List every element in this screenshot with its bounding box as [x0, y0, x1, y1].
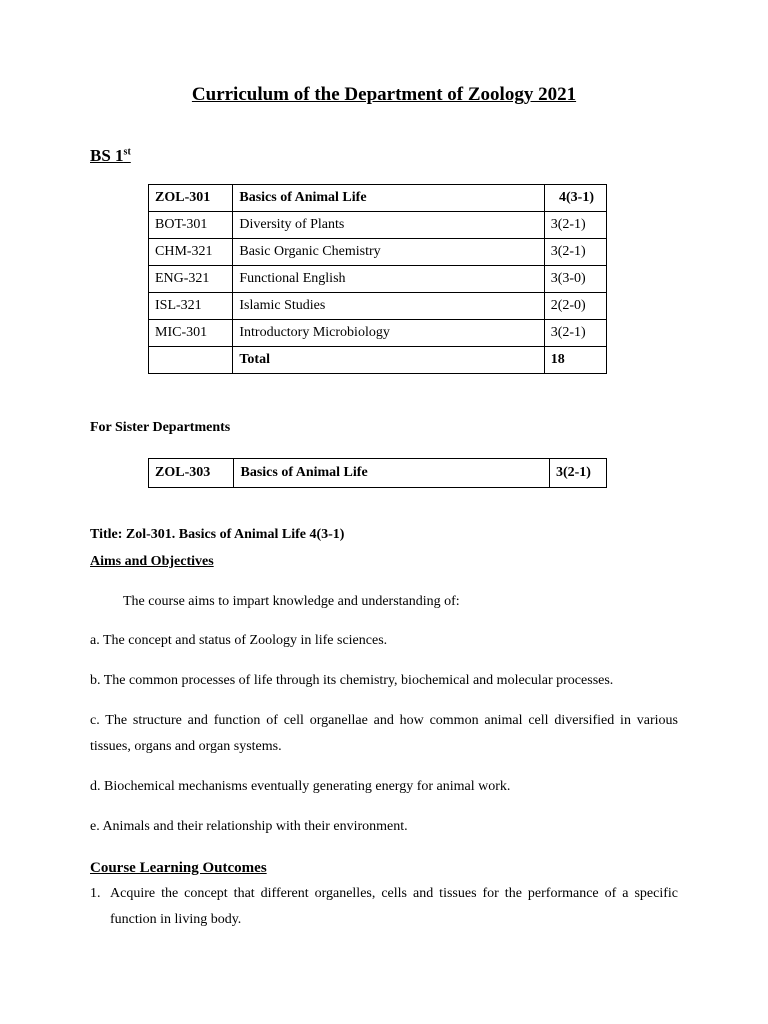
- course-name-cell: Introductory Microbiology: [233, 320, 544, 347]
- table-total-row: [149, 347, 607, 374]
- aims-heading: Aims and Objectives: [90, 554, 214, 569]
- clo-number: 1.: [90, 886, 101, 901]
- course-name-cell: Islamic Studies: [233, 293, 544, 320]
- course-code-cell: ZOL-303: [149, 459, 234, 488]
- course-name-cell: Basic Organic Chemistry: [233, 239, 544, 266]
- course-credit-cell: 4(3-1): [544, 185, 606, 212]
- semester-heading: [90, 146, 131, 166]
- table-row: [149, 320, 607, 347]
- table-row: [149, 459, 607, 488]
- document-title: Curriculum of the Department of Zoology 2021: [191, 84, 577, 105]
- course-credit-cell: 3(2-1): [549, 459, 606, 488]
- course-code-cell: CHM-321: [149, 239, 233, 266]
- clo-item: [90, 881, 678, 933]
- course-code-cell: MIC-301: [149, 320, 233, 347]
- course-title: Title: Zol-301. Basics of Animal Life 4(3-1): [90, 527, 345, 542]
- course-name-cell: Basics of Animal Life: [233, 185, 544, 212]
- objective-a: a. The concept and status of Zoology in life sciences.: [90, 633, 388, 648]
- course-code-cell: ENG-321: [149, 266, 233, 293]
- objective-d: d. Biochemical mechanisms eventually generating energy for animal work.: [90, 779, 511, 794]
- aims-intro: The course aims to impart knowledge and understanding of:: [123, 594, 460, 609]
- clo-heading: Course Learning Outcomes: [90, 860, 267, 876]
- course-name-cell: Basics of Animal Life: [234, 459, 550, 488]
- course-name-cell: Diversity of Plants: [233, 212, 544, 239]
- course-credit-cell: 3(2-1): [544, 212, 606, 239]
- sister-departments-label: For Sister Departments: [90, 420, 231, 435]
- objective-b: b. The common processes of life through its chemistry, biochemical and molecular processes.: [90, 673, 614, 688]
- course-credit-cell: 2(2-0): [544, 293, 606, 320]
- table-row: [149, 185, 607, 212]
- table-row: [149, 293, 607, 320]
- empty-cell: [149, 347, 233, 374]
- course-credit-cell: 3(2-1): [544, 320, 606, 347]
- objective-c: c. The structure and function of cell organellae and how common animal cell diversified in various tissues, organs and organ systems.: [90, 713, 678, 754]
- table-row: [149, 266, 607, 293]
- semester-heading-superscript: st: [123, 146, 131, 158]
- course-code-cell: ZOL-301: [149, 185, 233, 212]
- total-value-cell: 18: [544, 347, 606, 374]
- course-credit-cell: 3(3-0): [544, 266, 606, 293]
- semester-heading-text: BS 1: [90, 146, 124, 165]
- course-code-cell: BOT-301: [149, 212, 233, 239]
- course-code-cell: ISL-321: [149, 293, 233, 320]
- total-label-cell: Total: [233, 347, 544, 374]
- clo-text: Acquire the concept that different organelles, cells and tissues for the performance of a specific function in living body.: [110, 886, 678, 927]
- sister-course-table: [148, 458, 607, 488]
- objective-e: e. Animals and their relationship with their environment.: [90, 819, 408, 834]
- course-table: [148, 184, 607, 374]
- table-row: [149, 239, 607, 266]
- table-row: [149, 212, 607, 239]
- course-credit-cell: 3(2-1): [544, 239, 606, 266]
- course-name-cell: Functional English: [233, 266, 544, 293]
